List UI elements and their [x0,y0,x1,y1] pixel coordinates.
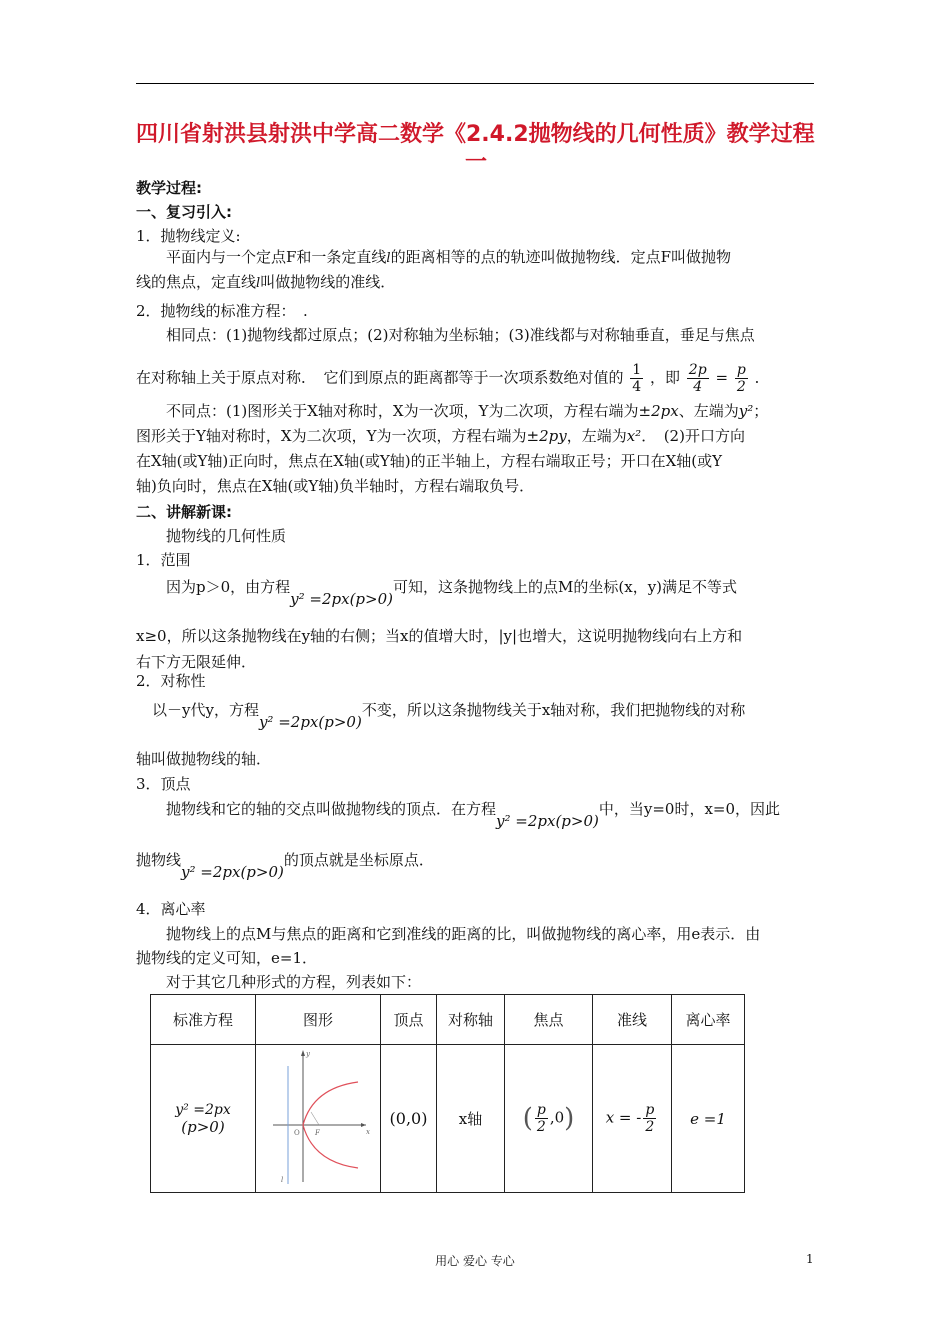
range-text-3: 右下方无限延伸． [136,653,257,671]
y-axis-arrow [301,1050,305,1056]
cell-vertex: (0,0) [381,1045,437,1193]
diff-points-1: 不同点：(1)图形关于X轴对称时，X为一次项，Y为二次项，方程右端为±2px、左端为y²； [166,402,769,420]
definition-text-1: 平面内与一个定点F和一条定直线l的距离相等的点的轨迹叫做抛物线．定点F叫做抛物 [166,248,732,266]
subtitle-properties: 抛物线的几何性质 [166,527,287,545]
cell-directrix: x = - $\frac{p}{2}$ [593,1045,672,1193]
table-row [151,1045,745,1193]
cell-eccentricity: e =1 [672,1045,745,1193]
vertex-text-1: 抛物线和它的轴的交点叫做抛物线的顶点．在方程y² =2px(p>0)中，当y=0时，x=0，因此 [166,800,781,830]
heading-process: 教学过程: [136,179,202,197]
same-points-2: 在对称轴上关于原点对称． 它们到原点的距离都等于一次项系数绝对值的 $\frac{1}{4}$ ，即 $\frac{2p}{4}$ = $\frac{p}{2}$ ． [136,362,770,395]
page-title: 四川省射洪县射洪中学高二数学《2.4.2抛物线的几何性质》教学过程 一 [136,122,815,175]
page-footer: 用心 爱心 专心 [435,1254,515,1268]
diff-points-3: 在X轴(或Y轴)正向时，焦点在X轴(或Y轴)的正半轴上，方程右端取正号；开口在X轴(或Y [136,452,723,470]
cell-figure [256,1045,381,1193]
item-range: 1．范围 [136,551,191,569]
label-y: y [306,1049,310,1058]
item-symmetry: 2．对称性 [136,672,206,690]
symmetry-text-2: 轴叫做抛物线的轴． [136,750,272,768]
table-header: 图形 [256,995,381,1045]
table-header: 离心率 [672,995,745,1045]
item-definition: 1．抛物线定义: [136,227,241,245]
table-header: 准线 [593,995,672,1045]
item-vertex: 3．顶点 [136,775,191,793]
label-focus: F [315,1128,320,1137]
cell-focus: ( $\frac{p}{2}$ ,0) [505,1045,593,1193]
table-header: 焦点 [505,995,593,1045]
heading-review: 一、复习引入: [136,203,232,221]
properties-table [150,994,745,1193]
definition-text-2: 线的焦点，定直线l叫做抛物线的准线． [136,273,396,291]
table-header-row [151,995,745,1045]
eccentricity-text-2: 抛物线的定义可知，e=1． [136,949,317,967]
item-standard-equation: 2．抛物线的标准方程： . [136,302,308,320]
item-eccentricity: 4．离心率 [136,900,206,918]
focus-guide [311,1112,319,1125]
eccentricity-text-1: 抛物线上的点M与焦点的距离和它到准线的距离的比，叫做抛物线的离心率，用e表示．由 [166,925,761,943]
vertex-text-2: 抛物线y² =2px(p>0)的顶点就是坐标原点． [136,851,434,881]
table-header: 顶点 [381,995,437,1045]
table-intro: 对于其它几种形式的方程，列表如下： [166,973,422,991]
heading-new-lesson: 二、讲解新课: [136,503,232,521]
cell-equation: y² =2px (p>0) [151,1045,256,1193]
parabola-graph [263,1046,373,1188]
label-x: x [366,1127,370,1136]
top-rule [136,83,814,84]
label-directrix: l [281,1175,284,1184]
page-number: 1 [806,1252,814,1266]
x-axis-arrow [361,1123,366,1127]
diff-points-4: 轴)负向时，焦点在X轴(或Y轴)负半轴时，方程右端取负号． [136,477,535,495]
range-text-1: 因为p＞0，由方程y² =2px(p>0)可知，这条抛物线上的点M的坐标(x，y)满足不等式 [166,578,738,608]
label-origin: O [294,1128,300,1137]
same-points-1: 相同点：(1)抛物线都过原点；(2)对称轴为坐标轴；(3)准线都与对称轴垂直，垂足与焦点 [166,326,755,344]
diff-points-2: 图形关于Y轴对称时，X为二次项，Y为一次项，方程右端为±2py，左端为x²． (2)开口方向 [136,427,745,445]
range-text-2: x≥0，所以这条抛物线在y轴的右侧；当x的值增大时，|y|也增大，这说明抛物线向右上方和 [136,627,743,645]
cell-axis: x轴 [437,1045,505,1193]
table-header: 标准方程 [151,995,256,1045]
table-header: 对称轴 [437,995,505,1045]
symmetry-text-1: 以－y代y，方程y² =2px(p>0)不变，所以这条抛物线关于x轴对称，我们把抛物线的对称 [152,701,746,731]
